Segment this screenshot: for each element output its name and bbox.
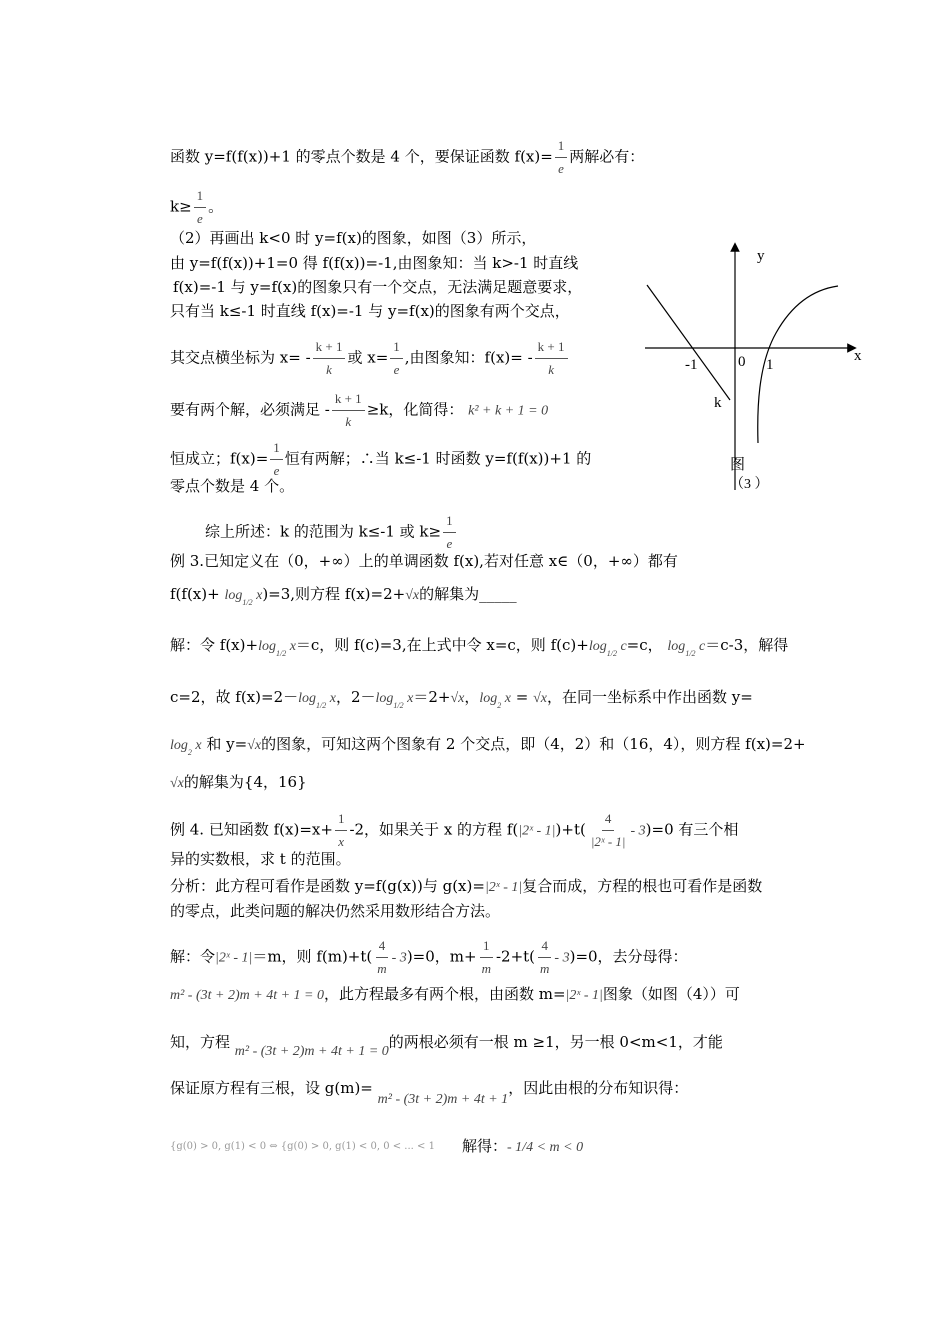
text-line <box>170 876 762 898</box>
num: 1 <box>555 135 568 158</box>
text-line <box>170 734 806 757</box>
text: )=3,则方程 f(x)=2+ <box>262 585 406 603</box>
minus-3: - 3 <box>391 950 407 966</box>
line-k <box>647 285 730 400</box>
abs-2x-minus-1: |2ˣ - 1| <box>565 988 603 1003</box>
equation: k² + k + 1 = 0 <box>468 403 549 419</box>
text-line: 的零点，此类问题的解决仍然采用数形结合方法。 <box>170 902 501 920</box>
text-line: 异的实数根，求 t 的范围。 <box>170 850 351 868</box>
text-line <box>170 635 788 658</box>
abs-2x-minus-1: |2ˣ - 1| <box>518 823 556 839</box>
frac-k1-over-k: $\frac{k + 1}{k}$ <box>535 336 568 381</box>
text: 的解集为{4，16} <box>183 773 307 791</box>
text-line <box>170 984 740 1006</box>
text: -2+t( <box>495 947 536 966</box>
label-k: k <box>714 395 722 411</box>
sqrt-x: √x <box>533 691 548 706</box>
text: 和 y= <box>206 735 248 753</box>
text: 的解集为_____ <box>419 585 517 603</box>
text: 分析：此方程可看作是函数 y=f(g(x))与 g(x)= <box>170 877 485 895</box>
figure-3-graph <box>630 235 870 495</box>
text-line <box>205 510 458 555</box>
frac-1-over-e: $\frac{1}{e}$ <box>194 185 207 230</box>
text: ＝c-3，解得 <box>705 636 789 654</box>
text: ，2－ <box>335 688 376 706</box>
abs-2x-minus-1: |2ˣ - 1| <box>484 880 523 895</box>
text: 解：令 f(x)+ <box>170 636 259 654</box>
text-line: 只有当 k≤-1 时直线 f(x)=-1 与 y=f(x)的图象有两个交点， <box>170 302 570 320</box>
text: =c， <box>626 636 663 654</box>
text: ，在同一坐标系中作出函数 y= <box>547 688 753 706</box>
log-half: $\log_{1/2} x$ <box>258 639 296 658</box>
text: ＝c，则 f(c)=3,在上式中令 x=c，则 f(c)+ <box>295 636 589 654</box>
solution: - 1/4 < m < 0 <box>507 1140 584 1155</box>
text: ＝m，则 f(m)+t( <box>252 947 373 966</box>
text-line <box>170 935 688 980</box>
system-of-inequalities: {g(0) > 0, g(1) < 0 ⇔ {g(0) > 0, g(1) < 0, 0 < ... < 1 <box>170 1141 435 1152</box>
frac-1-over-m: $\frac{1}{m}$ <box>479 935 494 980</box>
equation: m² - (3t + 2)m + 4t + 1 = 0 <box>170 988 324 1003</box>
frac-k1-over-k: $\frac{k + 1}{k}$ <box>332 388 365 433</box>
text-line <box>170 1032 723 1059</box>
frac-1-over-e: $\frac{1}{e}$ <box>270 437 283 482</box>
den: e <box>558 161 564 176</box>
frac-4-over-abs: $\frac{4}{\text{|2ˣ - 1|}}$ <box>588 808 629 853</box>
text-line <box>170 584 517 607</box>
frac-4-over-m: $\frac{4}{m}$ <box>374 935 389 980</box>
label-one: 1 <box>766 357 774 373</box>
text: -2，如果关于 x 的方程 f( <box>349 820 519 839</box>
text: 其交点横坐标为 x= - <box>170 348 311 367</box>
sqrt-x: √x <box>450 691 465 706</box>
log-half: $\log_{1/2} x$ <box>224 588 263 607</box>
frac-4-over-m: $\frac{4}{m}$ <box>537 935 552 980</box>
log-half: $\log_{1/2} c$ <box>588 639 627 658</box>
text: ， <box>464 688 480 706</box>
text: ,由图象知：f(x)= - <box>404 348 533 367</box>
sqrt-x: √x <box>247 738 262 753</box>
log-2: $\log_2 x$ <box>479 691 511 710</box>
text: 解：令 <box>170 947 216 966</box>
text: 恒成立；f(x)= <box>170 449 269 468</box>
text: 综上所述：k 的范围为 k≤-1 或 k≥ <box>205 522 442 541</box>
text-line <box>170 336 570 381</box>
text: 函数 y=f(f(x))+1 的零点个数是 4 个，要保证函数 f(x)= <box>170 147 553 166</box>
text-line: 例 3.已知定义在（0，+∞）上的单调函数 f(x),若对任意 x∈（0，+∞）都有 <box>170 552 678 570</box>
text: )=0，m+ <box>406 947 477 966</box>
text-line <box>170 808 738 853</box>
frac-1-over-e: $\frac{1}{e}$ <box>390 336 403 381</box>
text: 复合而成，方程的根也可看作是函数 <box>522 877 763 895</box>
text: )=0，去分母得： <box>569 947 688 966</box>
sqrt-x: √x <box>405 588 420 603</box>
text: 图象（如图（4））可 <box>602 985 740 1003</box>
caption-1: 图 <box>730 457 746 473</box>
text-line <box>170 135 644 180</box>
text: ≥k，化简得： <box>366 400 464 419</box>
text-line: 由 y=f(f(x))+1=0 得 f(f(x))=-1,由图象知：当 k>-1 时直线 <box>170 254 579 272</box>
log-half: $\log_{1/2} x$ <box>298 691 336 710</box>
text-line <box>170 1078 689 1107</box>
text-line <box>170 388 548 433</box>
text-line <box>170 772 307 794</box>
g-of-m: m² - (3t + 2)m + 4t + 1 <box>377 1092 509 1107</box>
text: 。 <box>208 197 224 216</box>
log-half: $\log_{1/2} c$ <box>667 639 706 658</box>
label-neg1: -1 <box>685 357 698 373</box>
text: ，此方程最多有两个根，由函数 m= <box>323 985 566 1003</box>
text: 保证原方程有三根，设 g(m)= <box>170 1079 373 1097</box>
text-line: c=2，故 $f(x)=2-\log_{1/2}$ x，$2-\log_{1/2}$ x＝2+√x，$\log_2 x = √x$，在同一坐标系中作出函数 y= <box>170 688 753 710</box>
text: 例 4. 已知函数 f(x)=x+ <box>170 820 333 839</box>
minus-3: - 3 <box>554 950 570 966</box>
text: 的图象，可知这两个图象有 2 个交点，即（4，2）和（16，4），则方程 f(x)=2+ <box>261 735 806 753</box>
log-half: $\log_{1/2} x$ <box>375 691 414 710</box>
frac-k1-over-k: $\frac{k + 1}{k}$ <box>313 336 346 381</box>
text-line: （2）再画出 k<0 时 y=f(x)的图象，如图（3）所示， <box>170 229 537 247</box>
text: 要有两个解，必须满足 - <box>170 400 330 419</box>
text-line <box>462 1136 583 1158</box>
text: ＝2+ <box>413 688 451 706</box>
text: 两解必有： <box>569 147 645 166</box>
text: 恒有两解；∴当 k≤-1 时函数 y=f(f(x))+1 的 <box>284 449 592 468</box>
minus-3: - 3 <box>630 823 646 839</box>
text: k≥ <box>170 197 192 216</box>
text: 或 x= <box>347 348 389 367</box>
text-line <box>170 185 223 230</box>
text: 解得： <box>462 1137 508 1155</box>
sqrt-x: √x <box>170 776 184 791</box>
frac-1-over-e <box>555 135 568 180</box>
text-line: f(x)=-1 与 y=f(x)的图象只有一个交点，无法满足题意要求， <box>173 278 583 296</box>
text: 知，方程 <box>170 1033 231 1051</box>
label-x: x <box>854 348 862 364</box>
frac-1-over-x: $\frac{1}{x}$ <box>335 808 348 853</box>
text: )=0 有三个相 <box>645 820 739 839</box>
log-2: $\log_2 x$ <box>170 738 202 757</box>
frac-1-over-e: $\frac{1}{e}$ <box>443 510 456 555</box>
text-line: 零点个数是 4 个。 <box>170 477 295 495</box>
text: c=2，故 f(x)=2－ <box>170 688 299 706</box>
text: 的两根必须有一根 m ≥1，另一根 0<m<1，才能 <box>388 1033 723 1051</box>
abs-2x-minus-1: |2ˣ - 1| <box>215 950 253 966</box>
text: f(f(x)+ <box>170 585 220 603</box>
text: ，因此由根的分布知识得： <box>508 1079 689 1097</box>
text: )+t( <box>555 820 586 839</box>
label-zero: 0 <box>738 354 746 370</box>
label-y: y <box>757 248 765 264</box>
caption-2: （3 ） <box>730 477 769 492</box>
equation: m² - (3t + 2)m + 4t + 1 = 0 <box>234 1044 389 1059</box>
